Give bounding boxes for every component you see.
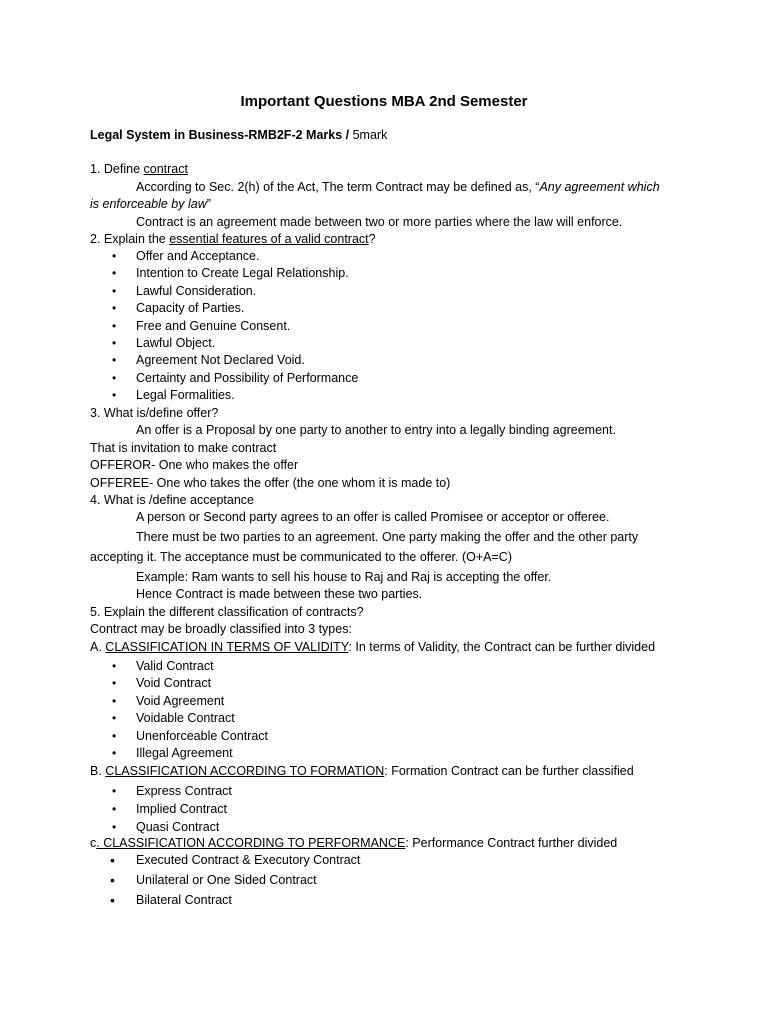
q4-answer-line: A person or Second party agrees to an offer is called Promisee or acceptor or offeree.	[136, 510, 610, 524]
section-b-text: : Formation Contract can be further classified	[384, 764, 634, 778]
bullet-marker: •	[112, 266, 117, 281]
question-1	[90, 161, 188, 177]
list-item: Voidable Contract	[136, 711, 235, 726]
bullet-marker: •	[112, 301, 117, 316]
bullet-marker: •	[112, 388, 117, 403]
subject-name: Legal System in Business-RMB2F-2 Marks	[90, 128, 343, 142]
q5-intro: Contract may be broadly classified into 3 types:	[90, 622, 352, 636]
list-item: Legal Formalities.	[136, 388, 235, 403]
list-item: Executed Contract & Executory Contract	[136, 853, 361, 867]
section-c-heading: . CLASSIFICATION ACCORDING TO PERFORMANCE	[96, 836, 406, 850]
q1-definition-quote: Any agreement which	[539, 180, 660, 194]
page-title: Important Questions MBA 2nd Semester	[240, 93, 528, 110]
list-item: Lawful Consideration.	[136, 283, 257, 298]
list-item: Intention to Create Legal Relationship.	[136, 266, 349, 281]
subject-extra: 5mark	[352, 128, 388, 142]
subject-line	[90, 127, 387, 143]
question-1-term: contract	[143, 162, 188, 176]
list-item: Lawful Object.	[136, 336, 216, 350]
bullet-marker: •	[112, 283, 117, 298]
bullet-marker: •	[110, 872, 115, 889]
q4-answer-line: Hence Contract is made between these two parties.	[136, 587, 423, 601]
list-item: Express Contract	[136, 784, 232, 798]
bullet-marker: •	[112, 728, 117, 743]
question-2	[90, 231, 376, 247]
list-item: Bilateral Contract	[136, 893, 232, 908]
bullet-marker: •	[112, 746, 117, 760]
section-a-heading: CLASSIFICATION IN TERMS OF VALIDITY	[105, 640, 349, 654]
section-c-prefix: c	[90, 836, 97, 850]
list-item: Valid Contract	[136, 659, 214, 673]
q3-answer-line: That is invitation to make contract	[90, 441, 277, 455]
question-3: 3. What is/define offer?	[90, 406, 219, 420]
q1-answer-line: Contract is an agreement made between two or more parties where the law will enforce.	[136, 215, 623, 229]
list-item: Implied Contract	[136, 801, 228, 816]
question-1-prefix: 1. Define	[90, 162, 144, 176]
list-item: Offer and Acceptance.	[136, 249, 260, 263]
bullet-marker: •	[112, 370, 117, 385]
section-c-text: : Performance Contract further divided	[405, 836, 618, 850]
q1-definition-cont	[90, 196, 211, 212]
subject-separator: /	[342, 128, 353, 142]
q3-answer-line: An offer is a Proposal by one party to another to entry into a legally binding agreement.	[136, 423, 616, 437]
bullet-marker: •	[112, 819, 117, 834]
q3-offeree-line: OFFEREE- One who takes the offer (the one whom it is made to)	[90, 476, 451, 490]
list-item: Unilateral or One Sided Contract	[136, 873, 317, 888]
question-5: 5. Explain the different classification of contracts?	[90, 605, 364, 619]
list-item: Certainty and Possibility of Performance	[136, 370, 359, 385]
q5-section-a	[90, 639, 655, 655]
bullet-marker: •	[112, 693, 117, 708]
section-a-text: : In terms of Validity, the Contract can be further divided	[348, 640, 656, 654]
list-item: Void Contract	[136, 676, 212, 691]
bullet-marker: •	[112, 249, 117, 263]
bullet-marker: •	[112, 318, 117, 333]
section-a-prefix: A.	[90, 640, 106, 654]
list-item: Capacity of Parties.	[136, 301, 245, 316]
q4-example-line: Example: Ram wants to sell his house to Raj and Raj is accepting the offer.	[136, 570, 552, 584]
list-item: Void Agreement	[136, 693, 225, 708]
q4-answer-line: There must be two parties to an agreement. One party making the offer and the other party	[136, 530, 639, 544]
q5-section-c	[90, 835, 617, 851]
question-2-term: essential features of a valid contract	[169, 232, 369, 246]
bullet-marker: •	[112, 676, 117, 691]
question-2-prefix: 2. Explain the	[90, 232, 170, 246]
list-item: Agreement Not Declared Void.	[136, 353, 305, 368]
bullet-marker: •	[112, 801, 117, 816]
section-b-heading: CLASSIFICATION ACCORDING TO FORMATION	[105, 764, 385, 778]
bullet-marker: •	[110, 892, 115, 909]
bullet-marker: •	[112, 336, 117, 350]
list-item: Free and Genuine Consent.	[136, 318, 291, 333]
bullet-marker: •	[112, 659, 117, 673]
question-2-suffix: ?	[368, 232, 376, 246]
bullet-marker: •	[112, 711, 117, 726]
list-item: Unenforceable Contract	[136, 728, 269, 743]
q1-definition-text: According to Sec. 2(h) of the Act, The term Contract may be defined as, “	[136, 180, 540, 194]
bullet-marker: •	[112, 353, 117, 368]
bullet-marker: •	[110, 852, 115, 868]
q4-answer-line: accepting it. The acceptance must be communicated to the offerer. (O+A=C)	[90, 550, 512, 564]
q1-definition-line	[136, 179, 660, 195]
q1-definition-quote-end: is enforceable by law	[90, 197, 207, 211]
list-item: Quasi Contract	[136, 819, 220, 834]
section-b-prefix: B.	[90, 764, 106, 778]
list-item: Illegal Agreement	[136, 746, 233, 760]
bullet-marker: •	[112, 784, 117, 798]
q3-offeror-line: OFFEROR- One who makes the offer	[90, 458, 299, 472]
q5-section-b	[90, 763, 634, 779]
q1-quote-close: ”	[206, 197, 211, 211]
question-4: 4. What is /define acceptance	[90, 493, 254, 507]
